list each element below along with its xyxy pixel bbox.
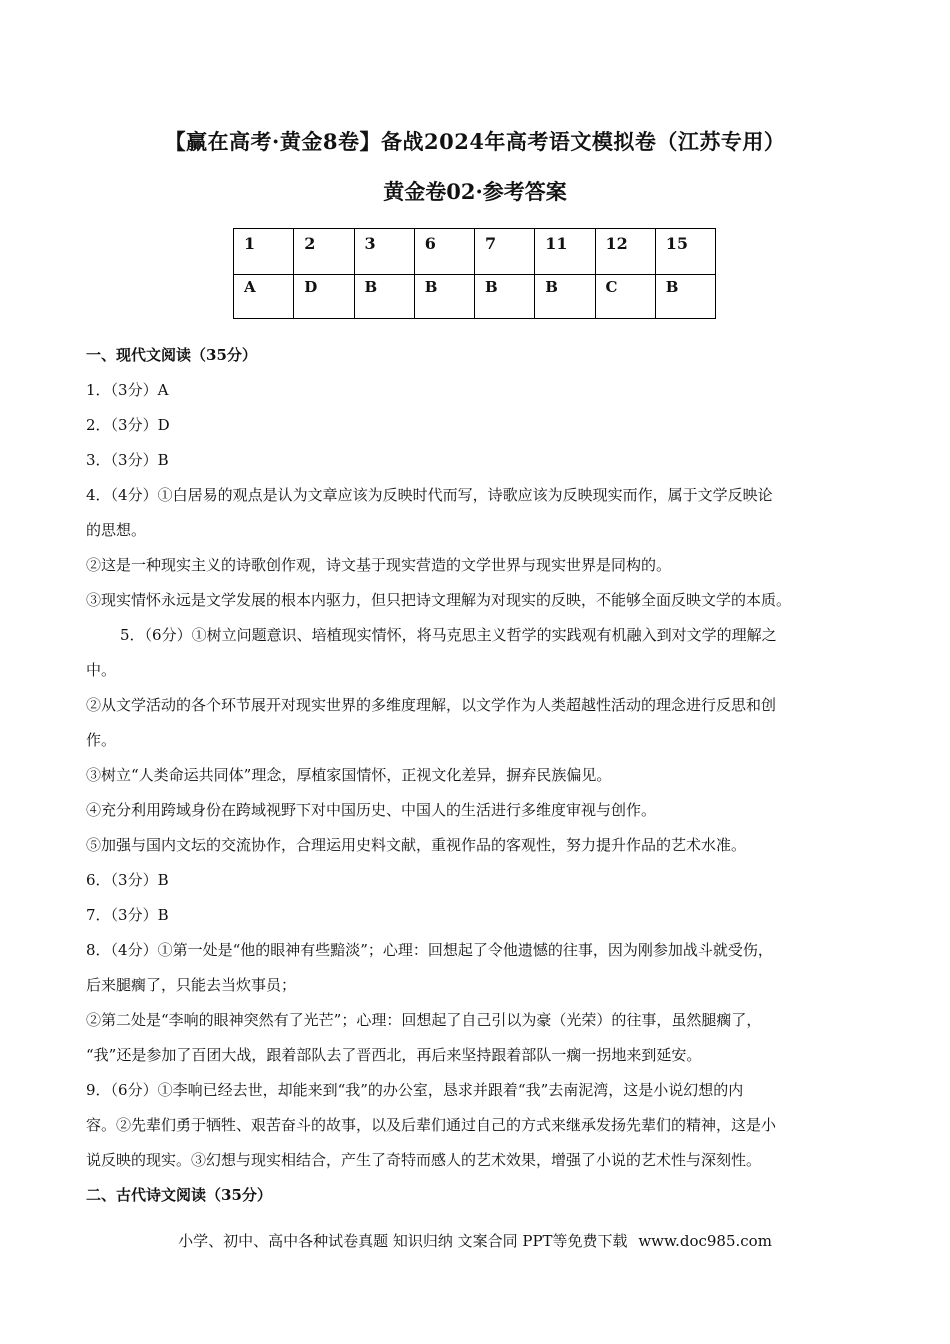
section-heading-classical-reading: 二、古代诗文阅读（35分） [86, 1186, 272, 1204]
question-number-cell: 2 [294, 229, 354, 275]
answer-cell: B [655, 275, 715, 319]
answer-line: “我”还是参加了百团大战，跟着部队去了晋西北，再后来坚持跟着部队一瘸一拐地来到延安。 [86, 1046, 702, 1064]
footer-url: www.doc985.com [638, 1232, 772, 1250]
answer-line: 后来腿瘸了，只能去当炊事员； [86, 976, 297, 994]
section-heading-modern-reading: 一、现代文阅读（35分） [86, 346, 257, 364]
answer-cell: A [234, 275, 294, 319]
answer-cell: B [414, 275, 474, 319]
answer-table-answer-row [234, 275, 716, 319]
question-number-cell: 11 [535, 229, 595, 275]
answer-line: 4．（4分）①白居易的观点是认为文章应该为反映时代而写，诗歌应该为反映现实而作，属于文学反映论 [86, 486, 773, 504]
answer-line: ⑤加强与国内文坛的交流协作，合理运用史料文献，重视作品的客观性，努力提升作品的艺术水准。 [86, 836, 747, 854]
answer-line: 说反映的现实。③幻想与现实相结合，产生了奇特而感人的艺术效果，增强了小说的艺术性与深刻性。 [86, 1151, 762, 1169]
answer-line: 6．（3分）B [86, 871, 169, 889]
answer-line: 3．（3分）B [86, 451, 169, 469]
answer-line: 2．（3分）D [86, 416, 170, 434]
answer-cell: B [535, 275, 595, 319]
answer-line: ②从文学活动的各个环节展开对现实世界的多维度理解，以文学作为人类超越性活动的理念进行反思和创 [86, 696, 777, 714]
answer-line: ④充分利用跨域身份在跨域视野下对中国历史、中国人的生活进行多维度审视与创作。 [86, 801, 657, 819]
question-number-cell: 3 [354, 229, 414, 275]
answer-line: 中。 [86, 661, 117, 679]
answer-cell: B [475, 275, 535, 319]
answer-table-number-row [234, 229, 716, 275]
answer-line: ②第二处是“李响的眼神突然有了光芒”；心理：回想起了自己引以为豪（光荣）的往事，虽然腿瘸了， [86, 1011, 762, 1029]
document-title: 【赢在高考·黄金8卷】备战2024年高考语文模拟卷（江苏专用） [164, 129, 786, 154]
page-footer [0, 1230, 950, 1251]
answer-line: ②这是一种现实主义的诗歌创作观，诗文基于现实营造的文学世界与现实世界是同构的。 [86, 556, 672, 574]
answer-cell: C [595, 275, 655, 319]
answer-table [233, 228, 716, 319]
answer-cell: D [294, 275, 354, 319]
answer-cell: B [354, 275, 414, 319]
document-subtitle: 黄金卷02·参考答案 [383, 179, 567, 204]
question-number-cell: 15 [655, 229, 715, 275]
answer-line: ③树立“人类命运共同体”理念，厚植家国情怀，正视文化差异，摒弃民族偏见。 [86, 766, 612, 784]
answer-line: 的思想。 [86, 521, 147, 539]
answer-line: 8．（4分）①第一处是“他的眼神有些黯淡”；心理：回想起了令他遗憾的往事，因为刚参加战斗就受伤， [86, 941, 773, 959]
answer-line: 容。②先辈们勇于牺牲、艰苦奋斗的故事，以及后辈们通过自己的方式来继承发扬先辈们的精神，这是小 [86, 1116, 777, 1134]
question-number-cell: 6 [414, 229, 474, 275]
answer-line: 9．（6分）①李响已经去世，却能来到“我”的办公室，恳求并跟着“我”去南泥湾，这是小说幻想的内 [86, 1081, 744, 1099]
answer-content [86, 338, 876, 1213]
answer-line: 作。 [86, 731, 117, 749]
footer-text: 小学、初中、高中各种试卷真题 知识归纳 文案合同 PPT等免费下载 [178, 1232, 628, 1250]
question-number-cell: 1 [234, 229, 294, 275]
question-number-cell: 12 [595, 229, 655, 275]
answer-line: 5．（6分）①树立问题意识、培植现实情怀，将马克思主义哲学的实践观有机融入到对文学的理解之 [120, 626, 777, 644]
answer-line: ③现实情怀永远是文学发展的根本内驱力，但只把诗文理解为对现实的反映，不能够全面反映文学的本质。 [86, 591, 792, 609]
question-number-cell: 7 [475, 229, 535, 275]
answer-line: 7．（3分）B [86, 906, 169, 924]
answer-line: 1．（3分）A [86, 381, 169, 399]
